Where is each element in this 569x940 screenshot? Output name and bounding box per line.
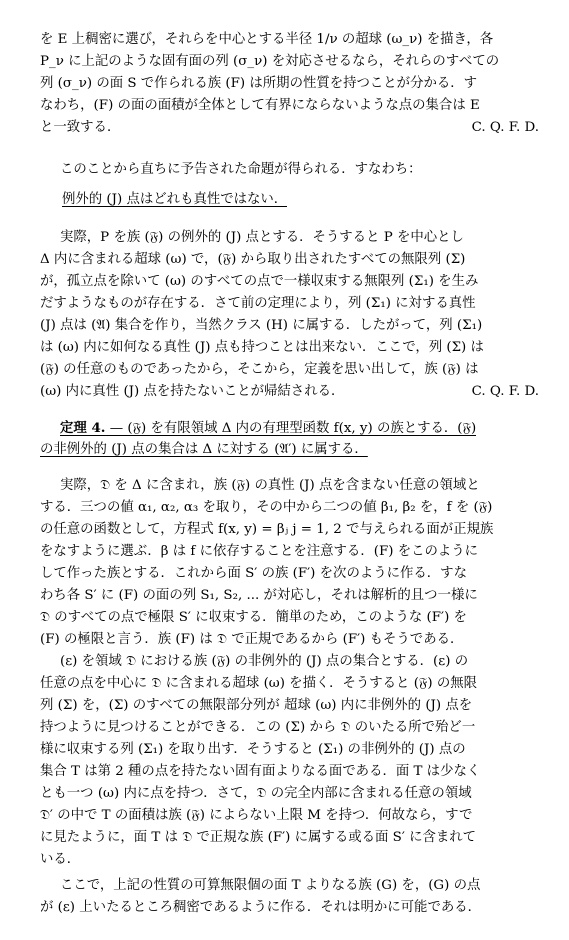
text-line: 様に収束する列 (Σ₁) を取り出す．そうすると (Σ₁) の非例外的 (J) 点の — [40, 742, 466, 757]
theorem-text: — (𝔉) を有限領域 Δ 内の有理型函数 f(x, y) の族とする．(𝔉) — [105, 421, 477, 436]
text-line: 任意の点を中心に 𝔇 に含まれる超球 (ω) を描く．そうすると (𝔉) の無限 — [40, 676, 478, 691]
text-line: 𝔇 のすべての点で極限 S′ に収束する．簡単のため，このような (F′) を — [40, 610, 467, 625]
theorem-line: の非例外的 (J) 点の集合は Δ に対する (𝔄′) に属する． — [40, 442, 368, 457]
text-line: する．三つの値 α₁, α₂, α₃ を取り，その中から二つの値 β₁, β₂ を，f を (𝔉) — [40, 500, 493, 515]
text-line: して作った族とする．これから面 S′ の族 (F′) を次のように作る．すな — [40, 566, 467, 581]
text-line: に見たように，面 T は 𝔇 で正規な族 (F′) に属する或る面 S′ に含まれて — [40, 830, 477, 845]
text-line: と一致する． — [40, 120, 121, 135]
text-line: (ε) を領域 𝔇 における族 (𝔉) の非例外的 (J) 点の集合とする．(ε) の — [60, 654, 469, 669]
text-line: このことから直ちに予告された命題が得られる．すなわち： — [60, 162, 422, 177]
text-line: が，孤立点を除いて (ω) のすべての点で一様収束する無限列 (Σ₁) を生み — [40, 274, 479, 289]
text-line: 𝔇′ の中で T の面積は族 (𝔉) によらない上限 M を持つ．何故なら，すで — [40, 808, 473, 823]
text-line: 持つように見つけることができる．この (Σ) から 𝔇 のいたる所で殆ど一 — [40, 720, 476, 735]
text-line: をなすように選ぶ．β は f に依存することを注意する．(F) をこのように — [40, 544, 479, 559]
text-line: 列 (σ_ν) の面 S で作られる族 (F) は所期の性質を持つことが分かる．す — [40, 76, 478, 91]
text-line: (F) の極限と言う．族 (F) は 𝔇 で正規であるから (F′) もそうである． — [40, 632, 464, 647]
text-line: ここで，上記の性質の可算無限個の面 T よりなる族 (G) を，(G) の点 — [60, 878, 481, 893]
text-line: わち各 S′ に (F) の面の列 S₁, S₂, ... が対応し，それは解析的且つ一様に — [40, 588, 478, 603]
text-line: は (ω) 内に如何なる真性 (J) 点も持つことは出来ない．ここで，列 (Σ) は — [40, 340, 484, 355]
text-line: (𝔉) の任意のものであったから，そこから，定義を思い出して，族 (𝔉) は — [40, 362, 479, 377]
text-line: Δ 内に含まれる超球 (ω) で，(𝔉) から取り出されたすべての無限列 (Σ) — [40, 252, 466, 267]
text-line: とも一つ (ω) 内に点を持つ．さて，𝔇 の完全内部に含まれる任意の領域 — [40, 786, 472, 801]
theorem-label: 定理 4. — [60, 420, 106, 436]
proposition: 例外的 (J) 点はどれも真性ではない． — [62, 192, 288, 207]
text-line: (J) 点は (𝔄) 集合を作り，当然クラス (H) に属する．したがって，列 (Σ₁) — [40, 318, 483, 333]
qed-mark: C. Q. F. D. — [471, 384, 539, 399]
text-line: 列 (Σ) を，(Σ) のすべての無限部分列が 超球 (ω) 内に非例外的 (J) 点を — [40, 698, 473, 713]
text-line: 集合 T は第 2 種の点を持たない固有面よりなる面である．面 T は少なく — [40, 764, 481, 779]
theorem-line — [60, 418, 476, 438]
text-line: が (ε) 上いたるところ稠密であるように作る．それは明かに可能である． — [40, 900, 482, 915]
text-line: 実際，𝔇 を Δ に含まれ，族 (𝔉) の真性 (J) 点を含まない任意の領域と — [60, 478, 480, 493]
text-line: 実際，P を族 (𝔉) の例外的 (J) 点とする．そうすると P を中心とし — [60, 230, 464, 245]
text-line: P_ν に上記のような固有面の列 (σ_ν) を対応させるなら，それらのすべての — [40, 54, 500, 69]
text-line: なわち，(F) の面の面積が全体として有界にならないような点の集合は E — [40, 98, 480, 113]
text-line: いる． — [40, 852, 81, 867]
qed-mark: C. Q. F. D. — [471, 120, 539, 135]
text-line: を E 上稠密に選び，それらを中心とする半径 1/ν の超球 (ω_ν) を描き，各 — [40, 32, 494, 47]
text-line: だすようなものが存在する．さて前の定理により，列 (Σ₁) に対する真性 — [40, 296, 476, 311]
text-line: (ω) 内に真性 (J) 点を持たないことが帰結される． — [40, 384, 345, 399]
text-line: の任意の函数として，方程式 f(x, y) = βⱼ j = 1, 2 で与えられる面が正規族 — [40, 522, 494, 537]
